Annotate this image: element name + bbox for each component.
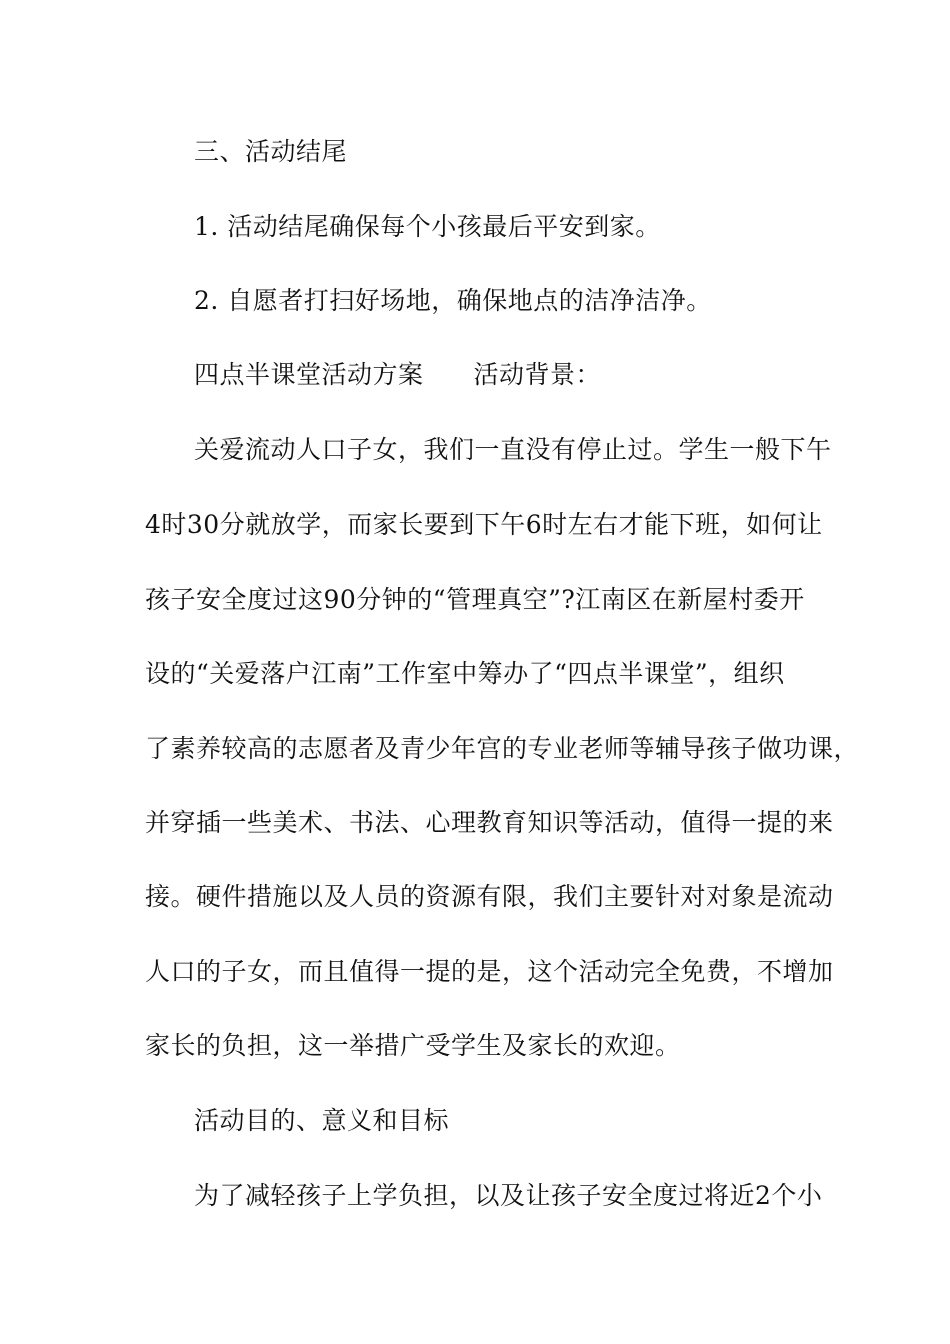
closing-item-2: 2. 自愿者打扫好场地，确保地点的洁净洁净。	[194, 286, 712, 315]
background-line-7: 接。硬件措施以及人员的资源有限，我们主要针对对象是流动	[145, 882, 834, 911]
background-heading: 活动背景：	[473, 360, 602, 389]
background-line-6: 并穿插一些美术、书法、心理教育知识等活动，值得一提的来	[145, 808, 834, 837]
background-line-9: 家长的负担，这一举措广受学生及家长的欢迎。	[145, 1031, 681, 1060]
plan-title: 四点半课堂活动方案	[194, 360, 424, 389]
background-line-4: 设的“关爱落户江南”工作室中筹办了“四点半课堂”，组织	[145, 659, 785, 688]
background-line-3: 孩子安全度过这90分钟的“管理真空”?江南区在新屋村委开	[145, 585, 805, 614]
purpose-line-1: 为了减轻孩子上学负担，以及让孩子安全度过将近2个小	[194, 1181, 823, 1210]
background-line-5: 了素养较高的志愿者及青少年宫的专业老师等辅导孩子做功课，	[145, 734, 860, 763]
section-heading-activity-end: 三、活动结尾	[194, 137, 348, 166]
background-line-2: 4时30分就放学，而家长要到下午6时左右才能下班，如何让	[145, 510, 823, 539]
background-line-8: 人口的子女，而且值得一提的是，这个活动完全免费，不增加	[145, 957, 834, 986]
closing-item-1: 1. 活动结尾确保每个小孩最后平安到家。	[194, 212, 661, 241]
purpose-heading: 活动目的、意义和目标	[194, 1106, 450, 1135]
background-line-1: 关爱流动人口子女，我们一直没有停止过。学生一般下午	[194, 435, 832, 464]
plan-title-line	[194, 359, 894, 391]
